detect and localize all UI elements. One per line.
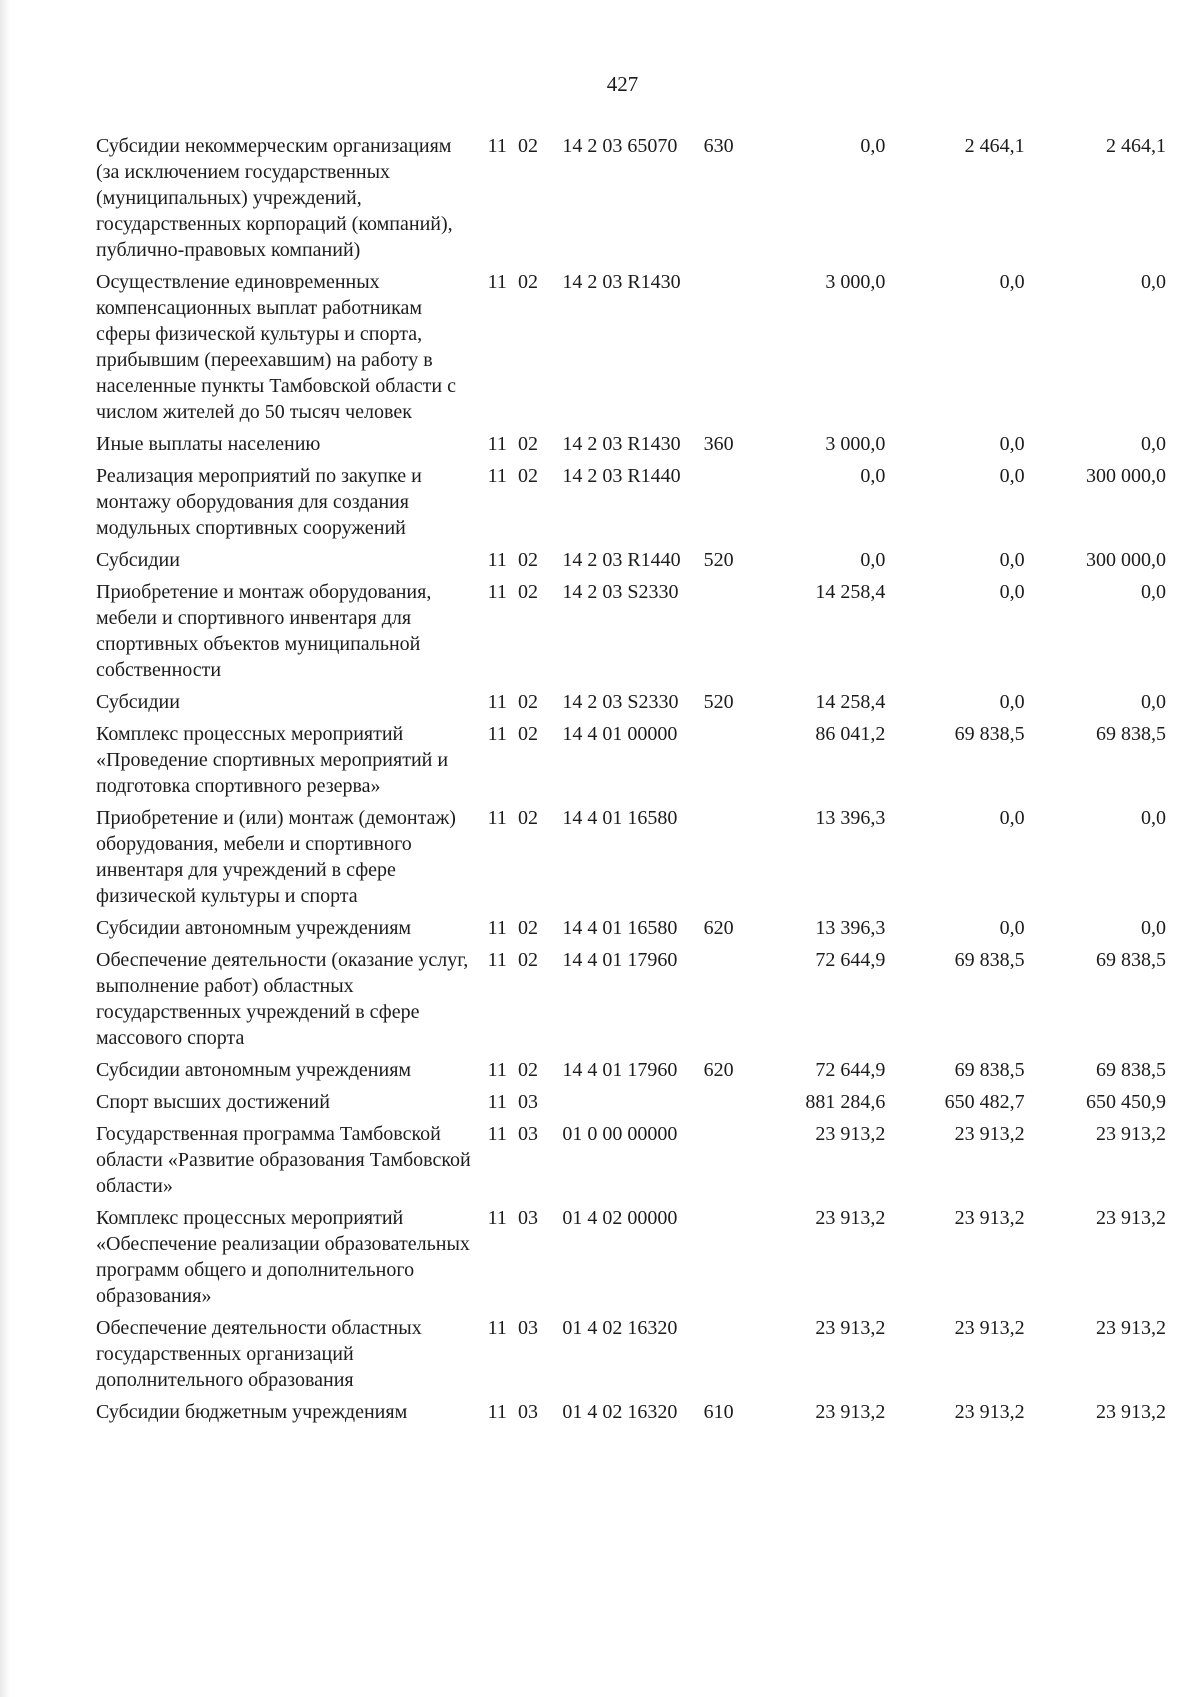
row-section: 11 [487,917,507,939]
row-amount-year3: 69 838,5 [1096,949,1166,971]
row-amount-year2: 0,0 [999,433,1025,455]
row-expense-type [704,1089,763,1121]
row-amount-year2: 0,0 [999,465,1025,487]
row-amount-year2: 23 913,2 [954,1207,1025,1229]
row-subsection: 02 [517,807,538,829]
row-amount-year3: 0,0 [1141,433,1166,455]
row-target-article: 14 4 01 16580 [562,917,678,939]
row-amount-year3: 2 464,1 [1106,135,1166,157]
row-subsection: 02 [517,1059,538,1081]
table-row [96,721,1166,805]
row-amount-year1: 3 000,0 [825,271,886,293]
row-expense-type [704,463,763,547]
row-expense-type: 620 [703,917,734,939]
row-amount-year3: 69 838,5 [1096,1059,1166,1081]
row-amount-year2: 69 838,5 [954,723,1025,745]
table-row [96,269,1166,431]
row-amount-year2: 23 913,2 [954,1123,1025,1145]
table-row [96,1057,1166,1089]
row-name: Государственная программа Тамбовской области «Развитие образования Тамбовской области» [96,1123,471,1197]
row-amount-year3: 69 838,5 [1096,723,1166,745]
row-target-article: 14 2 03 R1440 [562,465,681,487]
row-amount-year2: 0,0 [999,271,1025,293]
row-name: Иные выплаты населению [96,433,321,455]
table-row [96,431,1166,463]
table-row [96,1089,1166,1121]
row-amount-year2: 0,0 [999,581,1025,603]
row-subsection: 03 [517,1317,538,1339]
row-subsection: 02 [517,723,538,745]
row-amount-year2: 0,0 [999,917,1025,939]
row-subsection: 02 [517,465,538,487]
row-subsection: 02 [517,691,538,713]
row-name: Осуществление единовременных компенсационных выплат работникам сферы физической культуры и спорта, прибывшим (переехавшим) на работу в населенные пункты Тамбовской области с числом жителей до 50 тысяч человек [96,271,456,423]
row-target-article: 01 0 00 00000 [562,1123,678,1145]
page-number: 427 [606,72,639,96]
row-section: 11 [487,949,507,971]
budget-rows [96,133,1166,1431]
row-name: Приобретение и (или) монтаж (демонтаж) оборудования, мебели и спортивного инвентаря для учреждений в сфере физической культуры и спорта [96,807,456,907]
row-target-article: 14 2 03 S2330 [562,581,679,603]
row-amount-year2: 23 913,2 [954,1317,1025,1339]
row-target-article: 14 2 03 S2330 [562,691,679,713]
row-name: Субсидии [96,549,180,571]
table-row [96,579,1166,689]
row-amount-year3: 0,0 [1141,807,1166,829]
row-section: 11 [487,433,507,455]
row-expense-type: 360 [703,433,734,455]
table-row [96,1315,1166,1399]
row-amount-year1: 0,0 [860,549,886,571]
row-amount-year3: 0,0 [1141,691,1166,713]
row-expense-type: 630 [703,135,734,157]
row-target-article: 01 4 02 16320 [562,1401,678,1423]
row-expense-type: 620 [703,1059,734,1081]
row-amount-year3: 23 913,2 [1096,1123,1166,1145]
row-amount-year1: 72 644,9 [815,1059,886,1081]
row-amount-year1: 0,0 [860,135,886,157]
row-amount-year3: 0,0 [1141,581,1166,603]
row-target-article: 14 2 03 R1430 [562,433,681,455]
row-name: Комплекс процессных мероприятий «Проведение спортивных мероприятий и подготовка спортивного резерва» [96,723,449,797]
table-row [96,1121,1166,1205]
row-amount-year1: 23 913,2 [815,1207,886,1229]
row-expense-type [704,947,763,1057]
row-section: 11 [487,1207,507,1229]
row-expense-type: 610 [703,1401,734,1423]
row-name: Обеспечение деятельности (оказание услуг, выполнение работ) областных государственных учреждений в сфере массового спорта [96,949,469,1049]
row-subsection: 03 [517,1207,538,1229]
row-target-article: 14 4 01 17960 [562,949,678,971]
row-subsection: 03 [517,1123,538,1145]
row-expense-type [704,721,763,805]
row-section: 11 [487,549,507,571]
row-name: Спорт высших достижений [96,1091,330,1113]
row-expense-type [704,1205,763,1315]
row-name: Субсидии автономным учреждениям [96,917,412,939]
row-target-article: 14 2 03 R1430 [562,271,681,293]
row-amount-year3: 23 913,2 [1096,1207,1166,1229]
budget-table [96,133,1166,1431]
row-expense-type [704,1121,763,1205]
row-target-article: 14 4 01 16580 [562,807,678,829]
table-row [96,1205,1166,1315]
table-row [96,947,1166,1057]
row-name: Субсидии некоммерческим организациям (за исключением государственных (муниципальных) учреждений, государственных корпораций (компаний), публично-правовых компаний) [96,135,453,261]
row-section: 11 [487,1091,507,1113]
row-name: Субсидии автономным учреждениям [96,1059,412,1081]
row-section: 11 [487,1059,507,1081]
table-row [96,915,1166,947]
row-subsection: 02 [517,433,538,455]
table-row [96,805,1166,915]
row-section: 11 [487,581,507,603]
table-row [96,133,1166,269]
row-section: 11 [487,807,507,829]
row-amount-year1: 3 000,0 [825,433,886,455]
row-subsection: 02 [517,135,538,157]
table-row [96,1399,1166,1431]
row-amount-year1: 13 396,3 [815,807,886,829]
row-section: 11 [487,1317,507,1339]
row-amount-year1: 72 644,9 [815,949,886,971]
row-subsection: 02 [517,917,538,939]
row-target-article: 01 4 02 00000 [562,1207,678,1229]
row-expense-type [704,269,763,431]
row-amount-year2: 0,0 [999,691,1025,713]
row-expense-type [704,1315,763,1399]
row-name: Субсидии бюджетным учреждениям [96,1401,408,1423]
row-target-article: 14 2 03 R1440 [562,549,681,571]
row-amount-year2: 23 913,2 [954,1401,1025,1423]
row-section: 11 [487,271,507,293]
row-section: 11 [487,1401,507,1423]
row-subsection: 02 [517,581,538,603]
row-amount-year2: 69 838,5 [954,949,1025,971]
row-target-article: 14 4 01 17960 [562,1059,678,1081]
row-amount-year3: 23 913,2 [1096,1317,1166,1339]
row-subsection: 03 [517,1401,538,1423]
row-amount-year2: 69 838,5 [954,1059,1025,1081]
row-amount-year1: 13 396,3 [815,917,886,939]
row-expense-type: 520 [703,691,734,713]
row-section: 11 [487,465,507,487]
row-section: 11 [487,135,507,157]
row-amount-year1: 0,0 [860,465,886,487]
row-section: 11 [487,723,507,745]
row-amount-year1: 86 041,2 [815,723,886,745]
row-target-article: 14 2 03 65070 [562,135,678,157]
row-amount-year3: 23 913,2 [1096,1401,1166,1423]
row-amount-year2: 0,0 [999,807,1025,829]
row-amount-year2: 0,0 [999,549,1025,571]
row-amount-year1: 23 913,2 [815,1123,886,1145]
row-name: Реализация мероприятий по закупке и монтажу оборудования для создания модульных спортивных сооружений [96,465,422,539]
scan-edge [0,0,10,1697]
row-target-article: 14 4 01 00000 [562,723,678,745]
row-amount-year2: 2 464,1 [964,135,1025,157]
row-subsection: 03 [517,1091,538,1113]
row-name: Комплекс процессных мероприятий «Обеспечение реализации образовательных программ общего и дополнительного образования» [96,1207,470,1307]
row-subsection: 02 [517,549,538,571]
row-amount-year1: 14 258,4 [815,691,886,713]
row-amount-year3: 300 000,0 [1086,465,1166,487]
row-subsection: 02 [517,949,538,971]
row-name: Субсидии [96,691,180,713]
row-amount-year3: 300 000,0 [1086,549,1166,571]
row-expense-type: 520 [703,549,734,571]
table-row [96,689,1166,721]
row-amount-year3: 0,0 [1141,271,1166,293]
row-section: 11 [487,691,507,713]
table-row [96,547,1166,579]
row-amount-year3: 0,0 [1141,917,1166,939]
row-target-article: 01 4 02 16320 [562,1317,678,1339]
row-subsection: 02 [517,271,538,293]
row-amount-year1: 23 913,2 [815,1317,886,1339]
row-amount-year3: 650 450,9 [1086,1091,1166,1113]
row-amount-year1: 881 284,6 [805,1091,886,1113]
row-section: 11 [487,1123,507,1145]
row-amount-year1: 14 258,4 [815,581,886,603]
row-name: Обеспечение деятельности областных государственных организаций дополнительного образования [96,1317,422,1391]
row-name: Приобретение и монтаж оборудования, мебели и спортивного инвентаря для спортивных объектов муниципальной собственности [96,581,432,681]
table-row [96,463,1166,547]
row-expense-type [704,579,763,689]
row-amount-year2: 650 482,7 [944,1091,1025,1113]
row-amount-year1: 23 913,2 [815,1401,886,1423]
row-target-article [562,1089,703,1121]
row-expense-type [704,805,763,915]
